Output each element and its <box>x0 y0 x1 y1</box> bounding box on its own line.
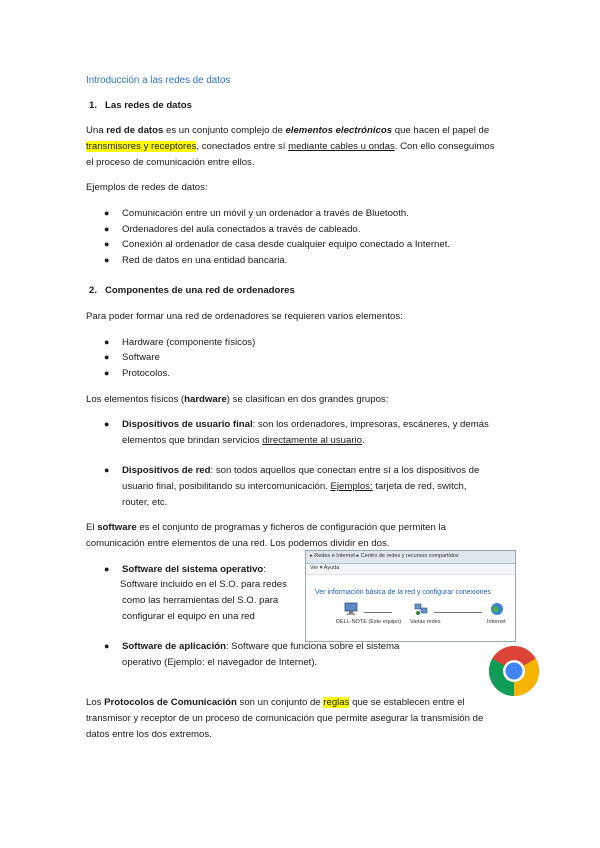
element-item: Software <box>122 352 160 363</box>
paragraph-5-line-1: Los Protocolos de Comunicación son un conjunto de reglas que se establecen entre el <box>86 697 465 708</box>
examples-intro: Ejemplos de redes de datos: <box>86 182 208 193</box>
network-center-screenshot <box>305 550 516 642</box>
example-item: Red de datos en una entidad bancaria. <box>122 255 288 266</box>
bullet: ● <box>104 239 110 249</box>
computer-icon <box>344 602 358 616</box>
software-item-1-line-4: configurar el equipo en una red <box>122 611 255 622</box>
software-item-1-line-3: como las herramientas del S.O. para <box>122 595 279 606</box>
bullet: ● <box>104 641 110 651</box>
software-item-2-line-1: Software de aplicación: Software que funciona sobre el sistema <box>122 641 400 652</box>
hardware-item-2-line-3: router, etc. <box>122 497 168 508</box>
software-item-2-line-2: operativo (Ejemplo: el navegador de Internet). <box>122 657 318 668</box>
bullet: ● <box>104 419 110 429</box>
screenshot-breadcrumb: ▸ Redes e Internet ▸ Centro de redes y recursos compartidos <box>310 553 459 559</box>
software-item-1-line-1: Software del sistema operativo: <box>122 564 266 575</box>
paragraph-1-line-1: Una red de datos es un conjunto complejo de elementos electrónicos que hacen el papel de <box>86 125 490 136</box>
screenshot-node-label: Varias redes <box>410 619 441 625</box>
section-1-heading: Las redes de datos <box>105 100 192 111</box>
screenshot-node-label: Internet <box>487 619 506 625</box>
paragraph-1-line-3: el proceso de comunicación entre ellos. <box>86 157 255 168</box>
software-item-1-line-2: Software incluido en el S.O. para redes <box>120 579 287 590</box>
section-2-heading: Componentes de una red de ordenadores <box>105 285 295 296</box>
screenshot-node-label: DELL-NOTE (Este equipo) <box>336 619 402 625</box>
bullet: ● <box>104 352 110 362</box>
element-item: Protocolos. <box>122 368 170 379</box>
bullet: ● <box>104 465 110 475</box>
paragraph-5-line-3: datos entre los dos extremos. <box>86 729 212 740</box>
section-2-number: 2. <box>89 285 98 296</box>
chrome-logo-icon <box>486 643 542 699</box>
paragraph-3: Los elementos físicos (hardware) se clasifican en dos grandes grupos: <box>86 394 389 405</box>
connection-line <box>434 611 482 614</box>
paragraph-4-line-1: El software es el conjunto de programas y ficheros de configuración que permiten la <box>86 522 446 533</box>
element-item: Hardware (componente físicos) <box>122 337 256 348</box>
bullet: ● <box>104 564 110 574</box>
connection-line <box>364 611 392 614</box>
paragraph-5-line-2: transmisor y receptor de un proceso de comunicación que permite asegurar la transmisión de <box>86 713 484 724</box>
hardware-item-1-line-1: Dispositivos de usuario final: son los ordenadores, impresoras, escáneres, y demás <box>122 419 489 430</box>
network-icon <box>414 603 428 616</box>
bullet: ● <box>104 255 110 265</box>
example-item: Comunicación entre un móvil y un ordenador a través de Bluetooth. <box>122 208 409 219</box>
screenshot-heading-link: Ver información básica de la red y configurar conexiones <box>315 589 491 596</box>
paragraph-4-line-2: comunicación entre elementos de una red. Los podemos dividir en dos. <box>86 538 390 549</box>
paragraph-1-line-2: transmisores y receptores, conectados entre sí mediante cables u ondas. Con ello conseguimos <box>86 141 495 152</box>
globe-icon <box>490 602 504 616</box>
hardware-item-2-line-2: usuario final, posibilitando su intercomunicación. Ejemplos: tarjeta de red, switch, <box>122 481 467 492</box>
bullet: ● <box>104 208 110 218</box>
screenshot-toolbar-text: Ver ▾ Ayuda <box>310 565 340 571</box>
bullet: ● <box>104 368 110 378</box>
section-1-number: 1. <box>89 100 98 111</box>
example-item: Ordenadores del aula conectados a través de cableado. <box>122 224 361 235</box>
document-title: Introducción a las redes de datos <box>86 75 231 86</box>
example-item: Conexión al ordenador de casa desde cualquier equipo conectado a Internet. <box>122 239 451 250</box>
paragraph-2: Para poder formar una red de ordenadores se requieren varios elementos: <box>86 311 403 322</box>
bullet: ● <box>104 337 110 347</box>
bullet: ● <box>104 224 110 234</box>
hardware-item-2-line-1: Dispositivos de red: son todos aquellos que conectan entre sí a los dispositivos de <box>122 465 480 476</box>
hardware-item-1-line-2: elementos que brindan servicios directamente al usuario. <box>122 435 365 446</box>
